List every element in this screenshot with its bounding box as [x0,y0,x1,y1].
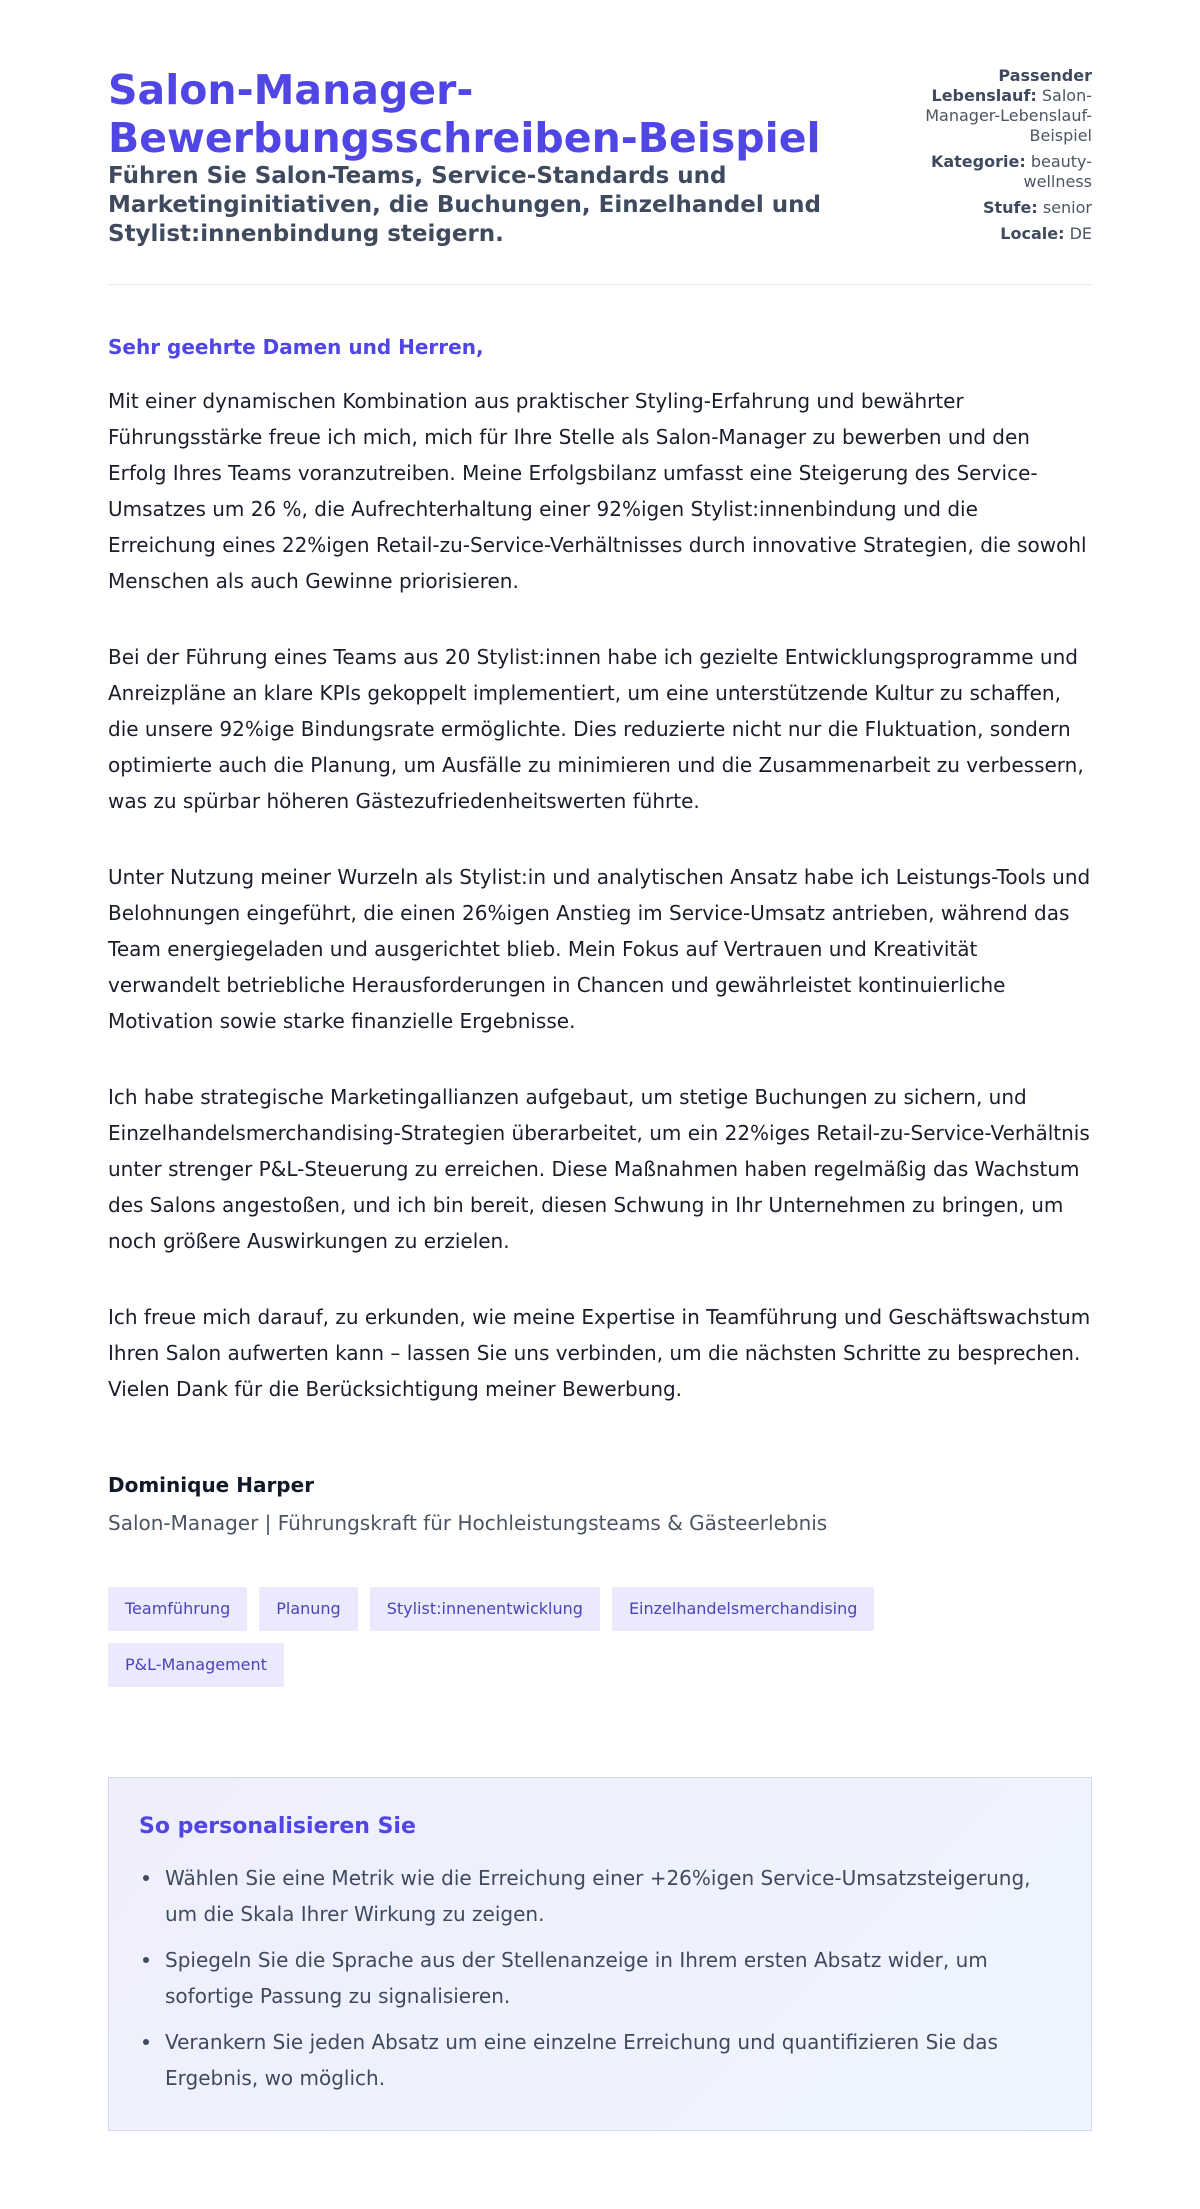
tips-list [139,1860,1061,2096]
tip-item [139,1860,1061,1932]
signature-name: Dominique Harper [108,1473,315,1497]
page-title: Salon-Manager-Bewerbungsschreiben-Beispiel [108,66,821,162]
meta-value: DE [1069,224,1092,243]
meta-info [902,66,1092,250]
skill-tag: Planung [259,1587,357,1631]
tips-title: So personalisieren Sie [139,1814,416,1839]
bullet-icon [143,1875,149,1881]
personalization-tips [108,1777,1092,2131]
meta-label: Stufe: [982,198,1038,217]
meta-level [902,198,1092,218]
bullet-icon [143,1957,149,1963]
tip-item [139,1942,1061,2014]
tip-item [139,2024,1061,2096]
cover-letter-page [108,0,1092,2191]
letter-body [108,333,1092,1407]
meta-label: Kategorie: [930,152,1026,171]
skill-tag: Stylist:innenentwicklung [370,1587,600,1631]
letter-greeting: Sehr geehrte Damen und Herren, [108,335,484,359]
bullet-icon [143,2039,149,2045]
meta-value: Salon-Manager-Lebenslauf-Beispiel [925,86,1092,145]
skill-tags [108,1587,948,1687]
tip-text: Wählen Sie eine Metrik wie die Erreichung einer +26%igen Service-Umsatzsteigerung, um die Skala Ihrer Wirkung zu zeigen. [165,1866,1031,1926]
skill-tag: Teamführung [108,1587,247,1631]
letter-paragraph: Mit einer dynamischen Kombination aus praktischer Styling-Erfahrung und bewährter Führungsstärke freue ich mich, mich für Ihre Stelle als Salon-Manager zu bewerben und den Erfolg Ihres Teams voranzutreiben. Meine Erfolgsbilanz umfasst eine Steigerung des Service-Umsatzes um 26 %, die Aufrechterhaltung einer 92%igen Stylist:innenbindung und die Erreichung eines 22%igen Retail-zu-Service-Verhältnisses durch innovative Strategien, die sowohl Menschen als auch Gewinne priorisieren. [108,389,1087,593]
letter-paragraph: Unter Nutzung meiner Wurzeln als Stylist:in und analytischen Ansatz habe ich Leistungs-Tools und Belohnungen eingeführt, die einen 26%igen Anstieg im Service-Umsatz antrieben, während das Team energiegeladen und ausgerichtet blieb. Mein Fokus auf Vertrauen und Kreativität verwandelt betriebliche Herausforderungen in Chancen und gewährleistet kontinuierliche Motivation sowie starke finanzielle Ergebnisse. [108,865,1091,1033]
signature-block [108,1471,1092,1537]
tip-text: Verankern Sie jeden Absatz um eine einzelne Erreichung und quantifizieren Sie das Ergebnis, wo möglich. [165,2030,998,2090]
meta-locale [902,224,1092,244]
tip-text: Spiegeln Sie die Sprache aus der Stellenanzeige in Ihrem ersten Absatz wider, um sofortige Passung zu signalisieren. [165,1948,988,2008]
letter-paragraph: Ich freue mich darauf, zu erkunden, wie meine Expertise in Teamführung und Geschäftswachstum Ihren Salon aufwerten kann – lassen Sie uns verbinden, um die nächsten Schritte zu besprechen. Vielen Dank für die Berücksichtigung meiner Bewerbung. [108,1305,1091,1401]
meta-category [902,152,1092,192]
skill-tag: P&L-Management [108,1643,284,1687]
header-titles [108,66,848,249]
meta-label: Passender Lebenslauf: [931,66,1092,105]
meta-label: Locale: [1000,224,1065,243]
page-subtitle: Führen Sie Salon-Teams, Service-Standards und Marketinginitiativen, die Buchungen, Einzelhandel und Stylist:innenbindung steigern. [108,163,821,247]
meta-value: senior [1042,198,1092,217]
page-header [108,66,1092,285]
meta-matching-resume [902,66,1092,146]
meta-value: beauty-wellness [1023,152,1092,191]
signature-role: Salon-Manager | Führungskraft für Hochleistungsteams & Gästeerlebnis [108,1511,828,1535]
skill-tag: Einzelhandelsmerchandising [612,1587,874,1631]
letter-paragraph: Bei der Führung eines Teams aus 20 Stylist:innen habe ich gezielte Entwicklungsprogramme und Anreizpläne an klare KPIs gekoppelt implementiert, um eine unterstützende Kultur zu schaffen, die unsere 92%ige Bindungsrate ermöglichte. Dies reduzierte nicht nur die Fluktuation, sondern optimierte auch die Planung, um Ausfälle zu minimieren und die Zusammenarbeit zu verbessern, was zu spürbar höheren Gästezufriedenheitswerten führte. [108,645,1084,813]
letter-paragraph: Ich habe strategische Marketingallianzen aufgebaut, um stetige Buchungen zu sichern, und Einzelhandelsmerchandising-Strategien überarbeitet, um ein 22%iges Retail-zu-Service-Verhältnis unter strenger P&L-Steuerung zu erreichen. Diese Maßnahmen haben regelmäßig das Wachstum des Salons angestoßen, und ich bin bereit, diesen Schwung in Ihr Unternehmen zu bringen, um noch größere Auswirkungen zu erzielen. [108,1085,1090,1253]
